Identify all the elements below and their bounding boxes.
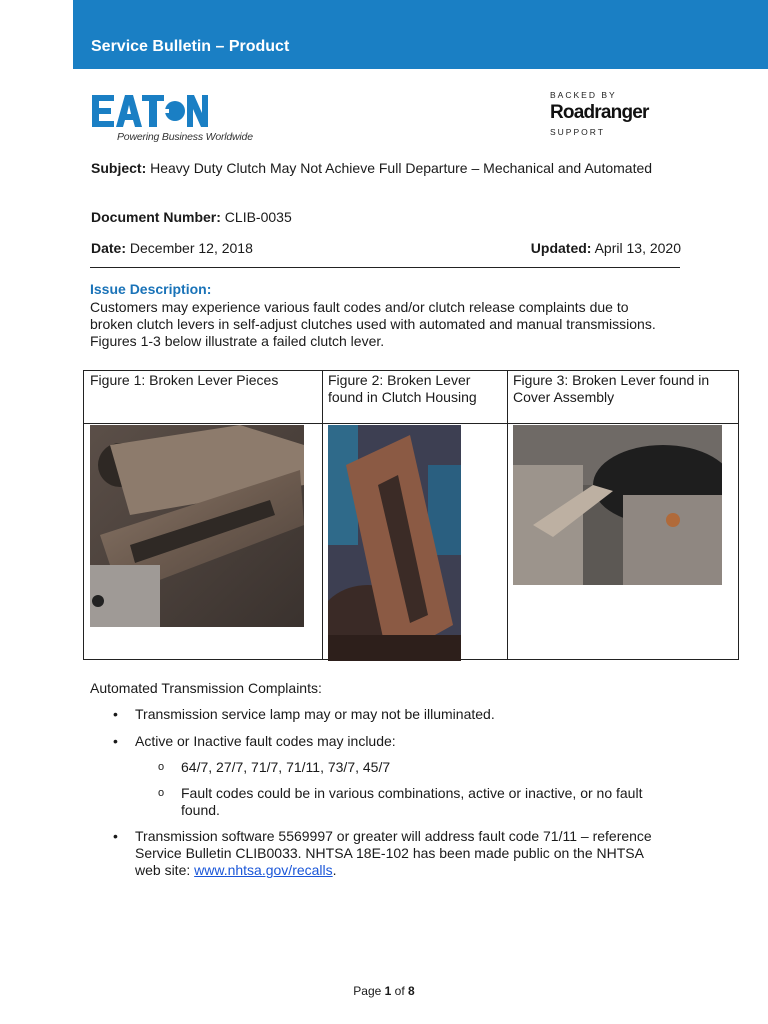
eaton-tagline: Powering Business Worldwide (117, 131, 253, 143)
issue-heading: Issue Description: (90, 281, 212, 297)
subject-text: Heavy Duty Clutch May Not Achieve Full Departure – Mechanical and Automated (150, 160, 653, 176)
date-line (91, 240, 681, 257)
docnum-label: Document Number: (91, 209, 221, 225)
complaint-item-3 (135, 828, 665, 879)
document-number-line (91, 209, 681, 226)
fault-code-list: 64/7, 27/7, 71/7, 71/11, 73/7, 45/7 (181, 759, 391, 775)
figures-table (83, 370, 739, 660)
bulletin-title: Service Bulletin – Product (91, 38, 290, 55)
complaint-item-3-text: Transmission software 5569997 or greater will address fault code 71/11 – reference Service Bulletin CLIB0033. NHTSA 18E-102 has been made public on the NHTSA web site: (135, 828, 652, 878)
date-value: December 12, 2018 (129, 240, 253, 256)
updated-value: April 13, 2020 (594, 240, 681, 256)
date-label: Date: (91, 240, 127, 256)
complaint-item-3-end: . (332, 862, 337, 878)
header-bar (73, 0, 768, 69)
figure-3-photo (513, 425, 722, 585)
fault-code-note: Fault codes could be in various combinations, active or inactive, or no fault found. (181, 785, 643, 818)
updated-label: Updated: (530, 240, 592, 256)
rr-name: Roadranger (550, 102, 649, 123)
table-row-divider (84, 423, 738, 424)
page-number: 1 (384, 984, 392, 998)
figure-1-photo (90, 425, 304, 627)
nhtsa-recalls-link[interactable]: www.nhtsa.gov/recalls (194, 862, 333, 878)
bullet-dot: • (113, 828, 118, 844)
page-total: 8 (408, 984, 415, 998)
bullet-dot: • (113, 706, 118, 722)
issue-body: Customers may experience various fault codes and/or clutch release complaints due to broken clutch levers in self-adjust clutches used with automated and manual transmissions. Figures 1-3 below illustrate a failed clutch lever. (90, 299, 656, 349)
docnum-value: CLIB-0035 (224, 209, 292, 225)
figure-1-caption: Figure 1: Broken Lever Pieces (90, 372, 279, 388)
eaton-wordmark (92, 93, 208, 129)
figure-2-caption: Figure 2: Broken Lever found in Clutch Housing (328, 372, 477, 405)
sub-bullet-o: o (158, 787, 165, 799)
roadranger-logo (550, 90, 680, 140)
complaints-heading: Automated Transmission Complaints: (90, 680, 322, 696)
page-footer (0, 984, 768, 998)
of-word: of (394, 984, 405, 998)
subject-line (91, 160, 681, 177)
rr-support: SUPPORT (550, 127, 605, 137)
figure-3-caption: Figure 3: Broken Lever found in Cover Assembly (513, 372, 710, 405)
page-word: Page (353, 984, 382, 998)
subject-label: Subject: (91, 160, 147, 176)
table-col-divider (322, 371, 323, 659)
sub-bullet-o: o (158, 761, 165, 773)
updated-group (531, 240, 681, 257)
eaton-logo (92, 93, 252, 145)
complaint-item-1: Transmission service lamp may or may not be illuminated. (135, 706, 495, 722)
rr-backed-by: BACKED BY (550, 90, 617, 100)
bullet-dot: • (113, 733, 118, 749)
figure-2-photo (328, 425, 461, 661)
header-divider (90, 267, 680, 268)
table-col-divider (507, 371, 508, 659)
complaint-item-2: Active or Inactive fault codes may include: (135, 733, 396, 749)
